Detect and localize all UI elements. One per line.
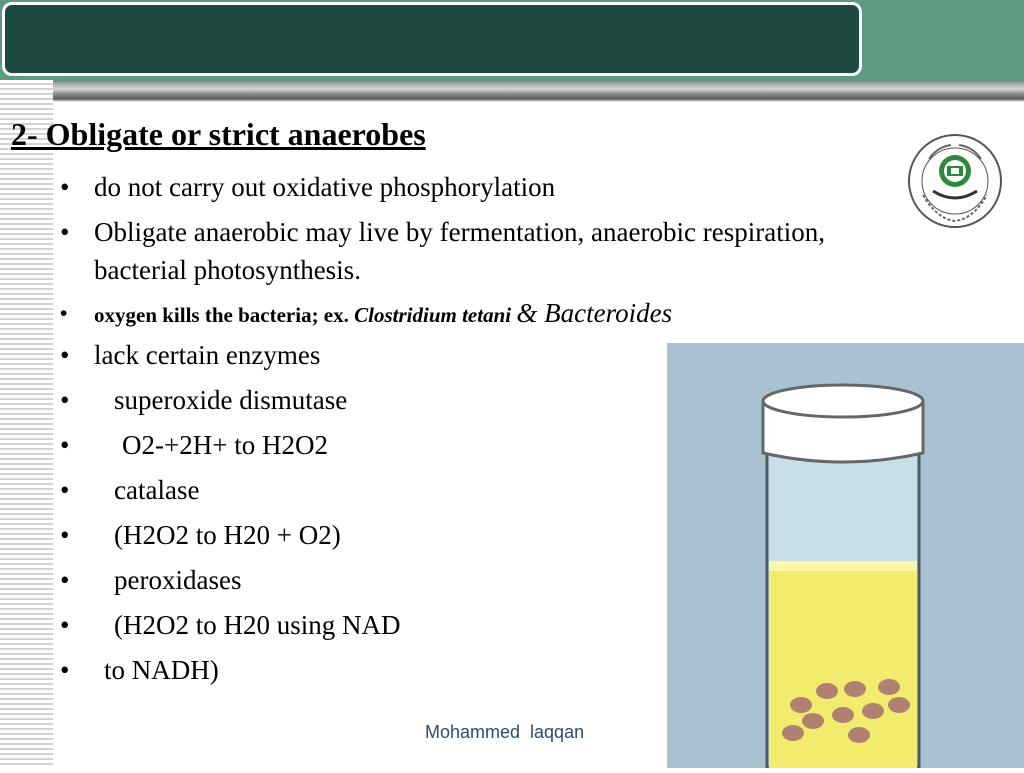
bullet-item: • O2-+2H+ to H2O2 [60,430,328,460]
bullet-item: • superoxide dismutase [60,385,348,415]
bullet-item: • (H2O2 to H20 + O2) [60,520,341,550]
footer-author: Mohammed laqqan [425,722,585,742]
bullet-item: • (H2O2 to H20 using NAD [60,610,401,640]
bullet-item: • do not carry out oxidative phosphorylation [60,172,556,202]
test-tube-illustration [667,343,1024,768]
header-divider [0,82,1024,102]
side-stripes [0,80,53,768]
test-tube-drawing [667,343,1024,768]
title-placeholder-box [2,2,862,76]
header-bar [0,0,1024,82]
bullet-item: • oxygen kills the bacteria; ex. Clostridium tetani & Bacteroides [60,298,673,328]
bullet-item: • lack certain enzymes [60,340,321,370]
bullet-item: • peroxidases [60,565,242,595]
slide-heading: 2- Obligate or strict anaerobes [11,116,426,152]
university-seal-icon [907,133,1003,229]
bullet-item: • Obligate anaerobic may live by fermentation, anaerobic respiration, bacterial photosynthesis. [60,217,825,285]
bullet-item: • to NADH) [60,655,219,685]
bullet-item: • catalase [60,475,200,505]
